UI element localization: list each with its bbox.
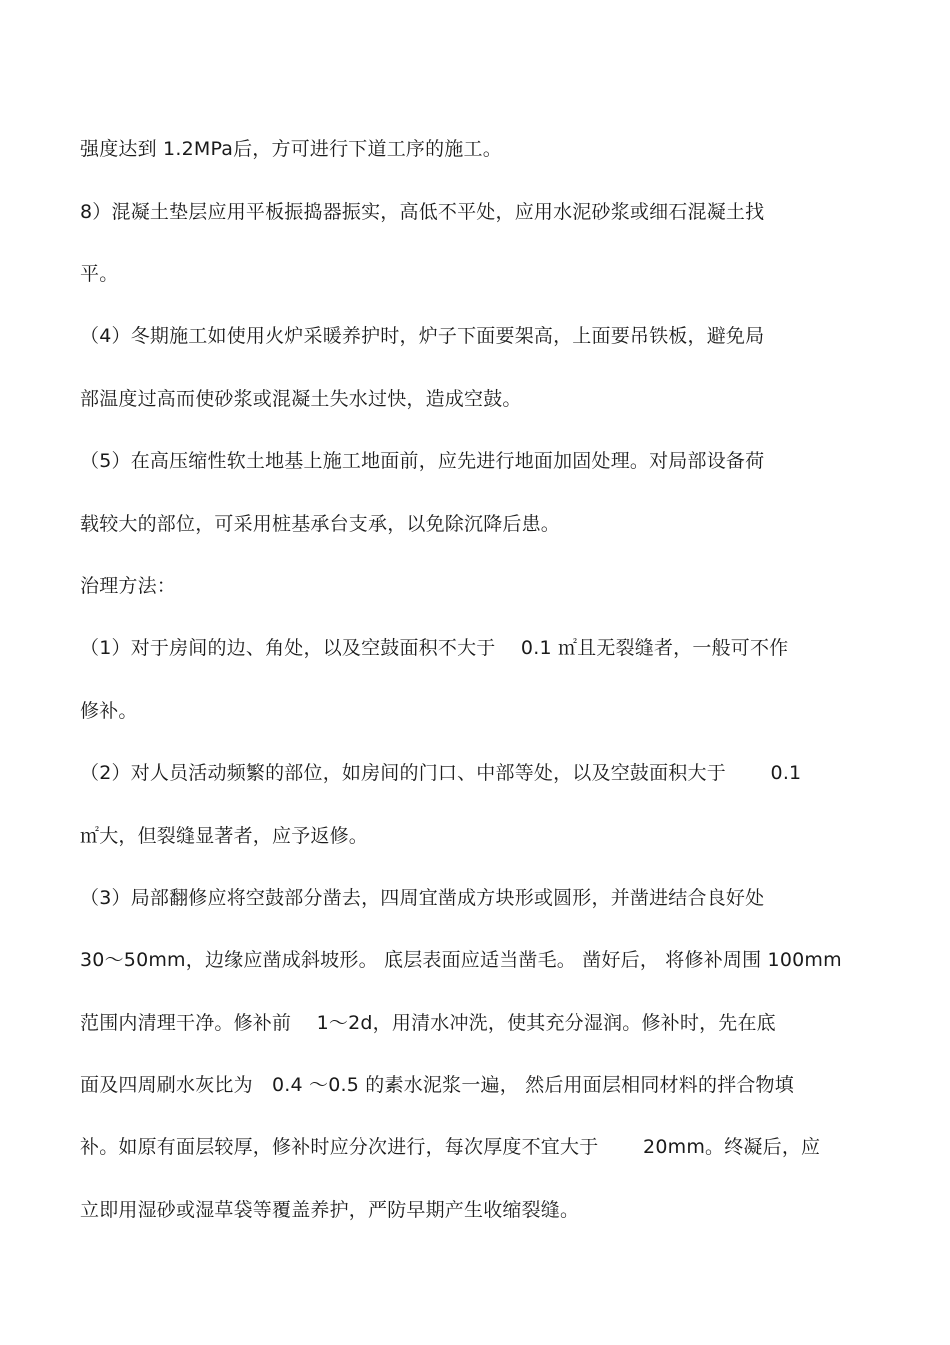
text-line-7: 载较大的部位，可采用桩基承台支承，以免除沉降后患。 bbox=[80, 513, 561, 535]
text-line-4: （4）冬期施工如使用火炉采暖养护时，炉子下面要架高，上面要吊铁板，避免局 bbox=[80, 325, 765, 347]
text-line-16: 面及四周刷水灰比为 0.4 ～0.5 的素水泥浆一遍， 然后用面层相同材料的拌合物填 bbox=[80, 1074, 794, 1096]
text-line-18: 立即用湿砂或湿草袋等覆盖养护，严防早期产生收缩裂缝。 bbox=[80, 1199, 580, 1221]
text-line-9: （1）对于房间的边、角处，以及空鼓面积不大于 0.1 ㎡且无裂缝者，一般可不作 bbox=[80, 637, 789, 659]
text-line-12: ㎡大，但裂缝显著者，应予返修。 bbox=[80, 825, 369, 847]
text-line-17: 补。如原有面层较厚，修补时应分次进行，每次厚度不宜大于 20mm。终凝后，应 bbox=[80, 1136, 821, 1158]
text-line-15: 范围内清理干净。修补前 1～2d，用清水冲洗，使其充分湿润。修补时，先在底 bbox=[80, 1012, 776, 1034]
text-line-2: 8）混凝土垫层应用平板振捣器振实，高低不平处，应用水泥砂浆或细石混凝土找 bbox=[80, 201, 765, 223]
text-line-13: （3）局部翻修应将空鼓部分凿去，四周宜凿成方块形或圆形，并凿进结合良好处 bbox=[80, 887, 765, 909]
text-line-3: 平。 bbox=[80, 263, 119, 285]
text-line-6: （5）在高压缩性软土地基上施工地面前，应先进行地面加固处理。对局部设备荷 bbox=[80, 450, 765, 472]
text-line-14: 30～50mm，边缘应凿成斜坡形。 底层表面应适当凿毛。 凿好后， 将修补周围 100mm bbox=[80, 949, 842, 971]
text-line-10: 修补。 bbox=[80, 700, 138, 722]
text-line-11: （2）对人员活动频繁的部位，如房间的门口、中部等处，以及空鼓面积大于 0.1 bbox=[80, 762, 802, 784]
text-line-5: 部温度过高而使砂浆或混凝土失水过快，造成空鼓。 bbox=[80, 388, 522, 410]
text-line-1: 强度达到 1.2MPa后，方可进行下道工序的施工。 bbox=[80, 138, 502, 160]
section-heading: 治理方法： bbox=[80, 575, 177, 597]
